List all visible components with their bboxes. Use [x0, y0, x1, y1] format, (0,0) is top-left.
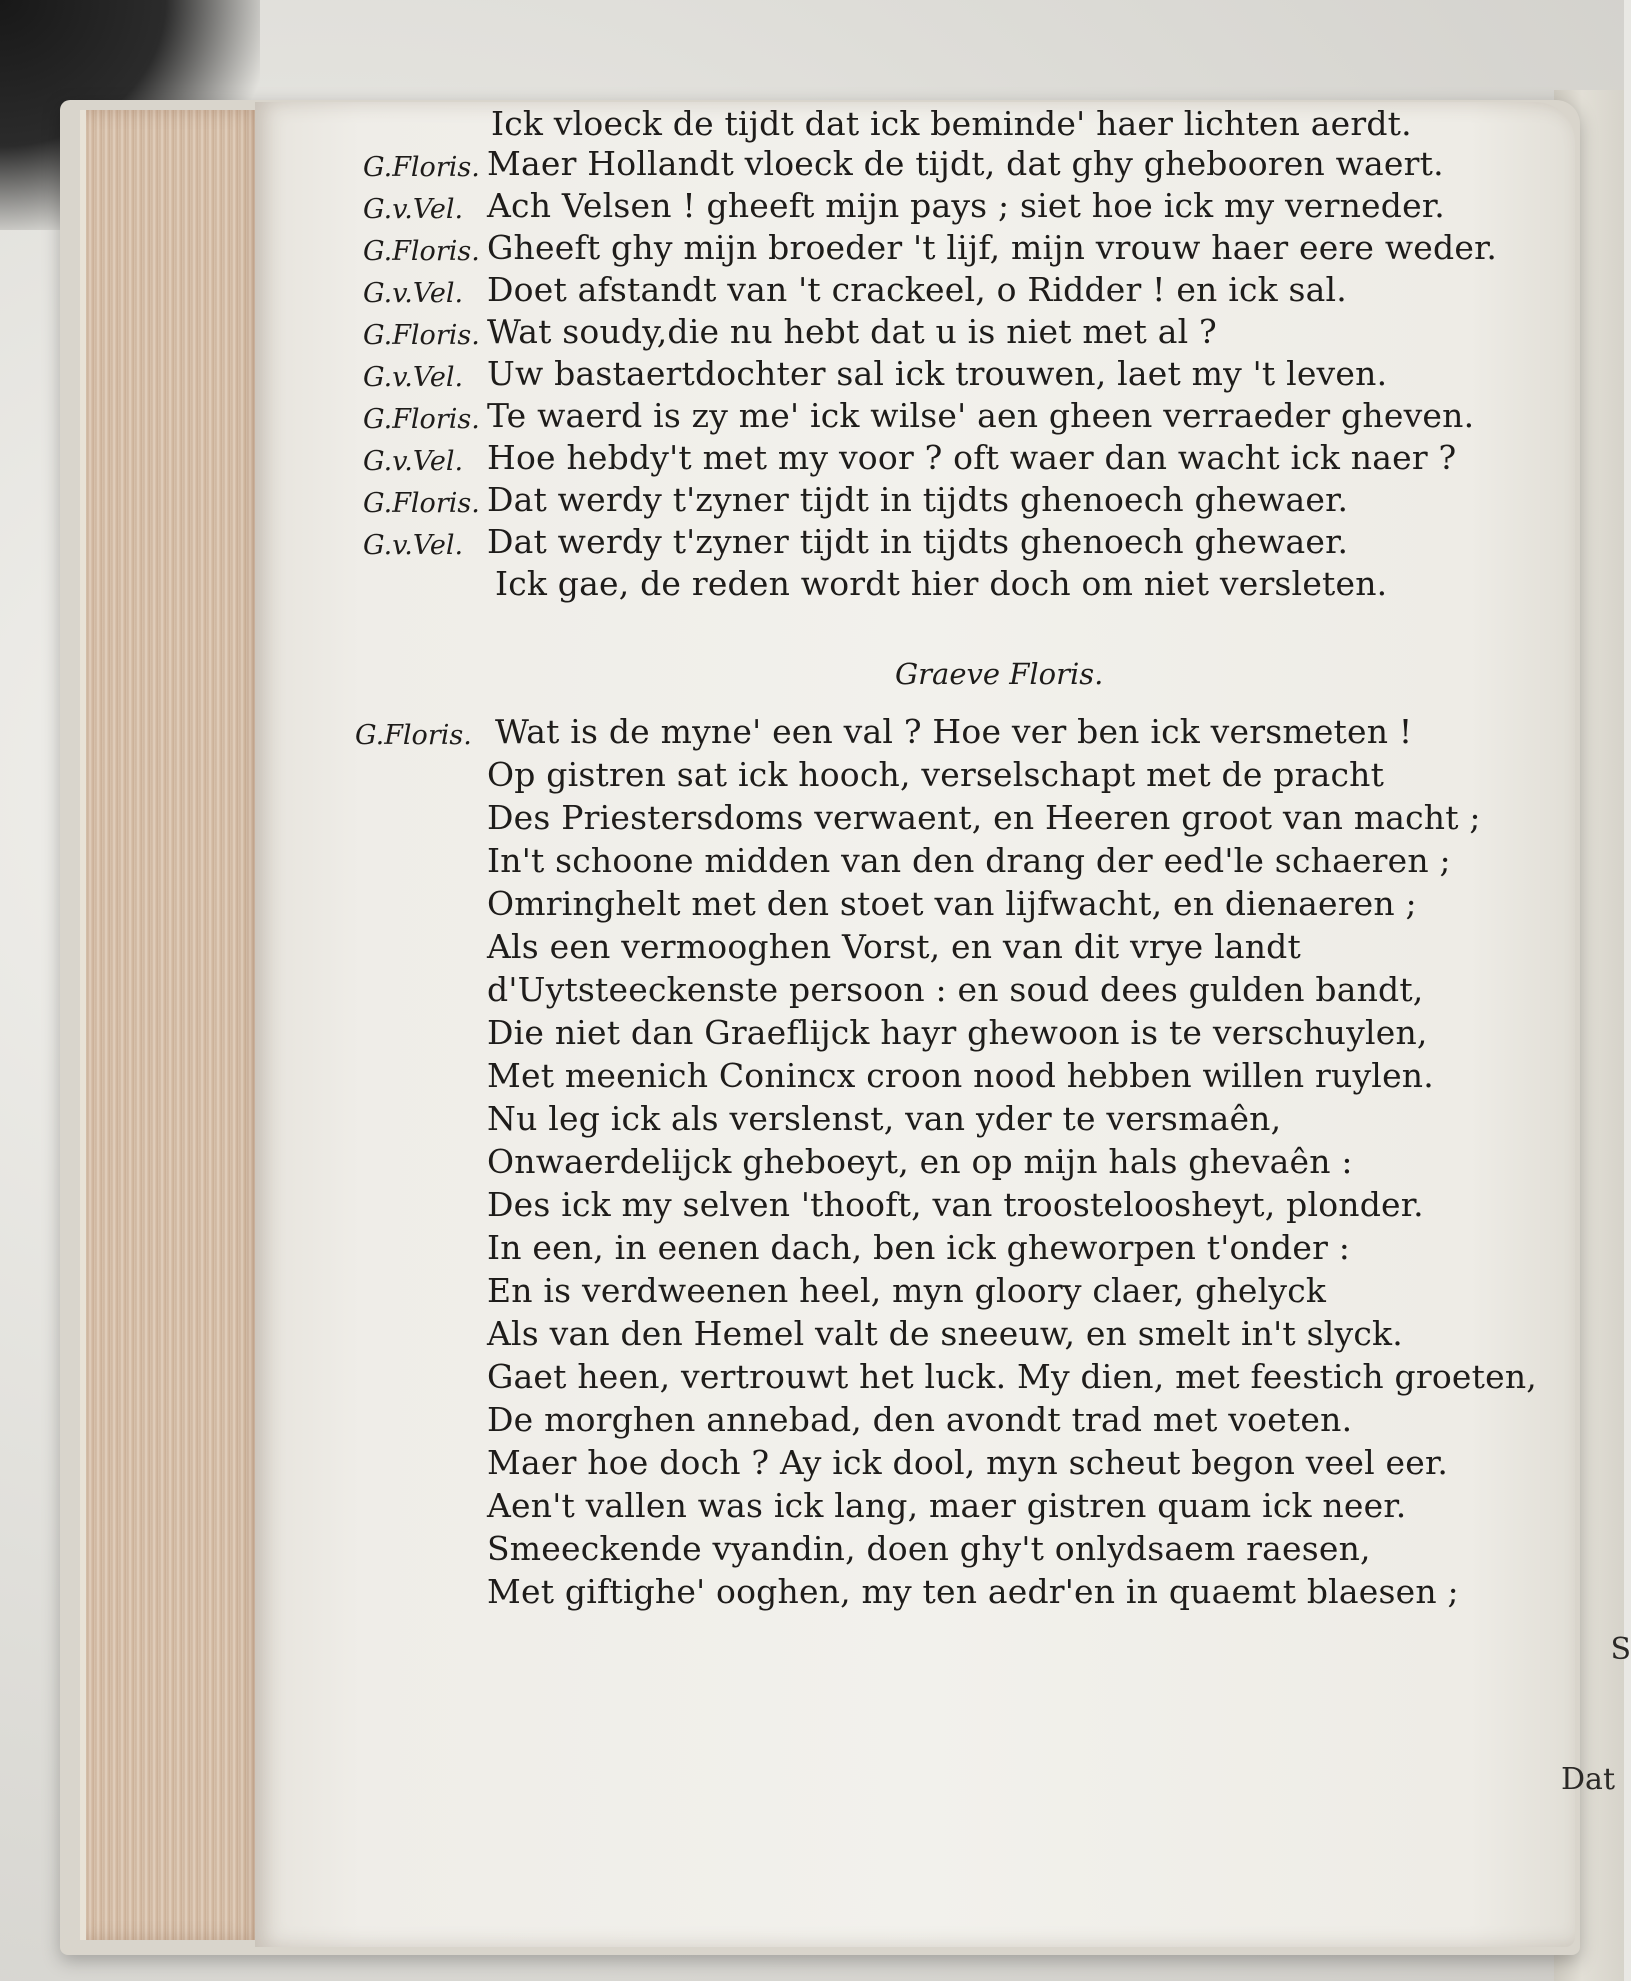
dialogue-line: Doet afstandt van 't crackeel, o Ridder ! en ick sal.	[487, 270, 1347, 309]
monologue-line: En is verdweenen heel, myn gloory claer, ghelyck	[487, 1271, 1327, 1310]
monologue-line: De morghen annebad, den avondt trad met voeten.	[487, 1400, 1353, 1439]
dialogue-line: Gheeft ghy mijn broeder 't lijf, mijn vrouw haer eere weder.	[487, 228, 1498, 267]
dialogue-line: Maer Hollandt vloeck de tijdt, dat ghy ghebooren waert.	[487, 144, 1444, 183]
dialogue-line: Dat werdy t'zyner tijdt in tijdts ghenoech ghewaer.	[487, 522, 1349, 561]
catchword: Dat	[1561, 1762, 1615, 1797]
monologue-line: Des ick my selven 'thooft, van troosteloosheyt, plonder.	[487, 1185, 1424, 1224]
monologue-line: Met meenich Conincx croon nood hebben willen ruylen.	[487, 1056, 1434, 1095]
monologue-line: Aen't vallen was ick lang, maer gistren quam ick neer.	[487, 1486, 1407, 1525]
page-edges	[80, 110, 266, 1940]
speaker-label: G.Floris.	[363, 236, 480, 267]
dialogue-tail: Ick gae, de reden wordt hier doch om niet versleten.	[495, 564, 1388, 603]
speaker-label: G.v.Vel.	[363, 446, 464, 477]
monologue-line: Die niet dan Graeflijck hayr ghewoon is te verschuylen,	[487, 1013, 1428, 1052]
stage-direction: Graeve Floris.	[895, 657, 1104, 691]
speaker-label: G.Floris.	[363, 320, 480, 351]
dialogue-line: Ach Velsen ! gheeft mijn pays ; siet hoe ick my verneder.	[487, 186, 1445, 225]
dialogue-line: Uw bastaertdochter sal ick trouwen, laet my 't leven.	[487, 354, 1388, 393]
dialogue-line: Dat werdy t'zyner tijdt in tijdts ghenoech ghewaer.	[487, 480, 1349, 519]
monologue-line: Als een vermooghen Vorst, en van dit vrye landt	[487, 927, 1301, 966]
monologue-line: Maer hoe doch ? Ay ick dool, myn scheut begon veel eer.	[487, 1443, 1449, 1482]
speaker-label: G.v.Vel.	[363, 194, 464, 225]
speaker-label: G.v.Vel.	[363, 278, 464, 309]
book-page	[255, 102, 1631, 1947]
monologue-line: Gaet heen, vertrouwt het luck. My dien, met feestich groeten,	[487, 1357, 1537, 1396]
monologue-line: d'Uytsteeckenste persoon : en soud dees gulden bandt,	[487, 970, 1424, 1009]
speaker-label: G.Floris.	[363, 488, 480, 519]
monologue-line: Onwaerdelijck gheboeyt, en op mijn hals ghevaên :	[487, 1142, 1353, 1181]
monologue-speaker: G.Floris.	[355, 720, 472, 751]
monologue-line: In een, in eenen dach, ben ick gheworpen t'onder :	[487, 1228, 1351, 1267]
speaker-label: G.Floris.	[363, 404, 480, 435]
monologue-line: Nu leg ick als verslenst, van yder te versmaên,	[487, 1099, 1282, 1138]
monologue-line: Omringhelt met den stoet van lijfwacht, en dienaeren ;	[487, 884, 1417, 923]
dialogue-line: Wat soudy,die nu hebt dat u is niet met al ?	[487, 312, 1217, 351]
monologue-line: Op gistren sat ick hooch, verselschapt met de pracht	[487, 755, 1385, 794]
monologue-line: Smeeckende vyandin, doen ghy't onlydsaem raesen,	[487, 1529, 1371, 1568]
header-line: Ick vloeck de tijdt dat ick beminde' haer lichten aerdt.	[491, 104, 1412, 143]
monologue-line: In't schoone midden van den drang der eed'le schaeren ;	[487, 841, 1451, 880]
monologue-line: Met giftighe' ooghen, my ten aedr'en in quaemt blaesen ;	[487, 1572, 1459, 1611]
speaker-label: G.v.Vel.	[363, 530, 464, 561]
dialogue-line: Hoe hebdy't met my voor ? oft waer dan wacht ick naer ?	[487, 438, 1457, 477]
margin-letter: S	[1610, 1632, 1631, 1667]
speaker-label: G.v.Vel.	[363, 362, 464, 393]
monologue-line: Als van den Hemel valt de sneeuw, en smelt in't slyck.	[487, 1314, 1403, 1353]
monologue-line: Des Priestersdoms verwaent, en Heeren groot van macht ;	[487, 798, 1481, 837]
speaker-label: G.Floris.	[363, 152, 480, 183]
monologue-line: Wat is de myne' een val ? Hoe ver ben ick versmeten !	[495, 712, 1413, 751]
dialogue-line: Te waerd is zy me' ick wilse' aen gheen verraeder gheven.	[487, 396, 1475, 435]
page-text	[255, 102, 1631, 1947]
